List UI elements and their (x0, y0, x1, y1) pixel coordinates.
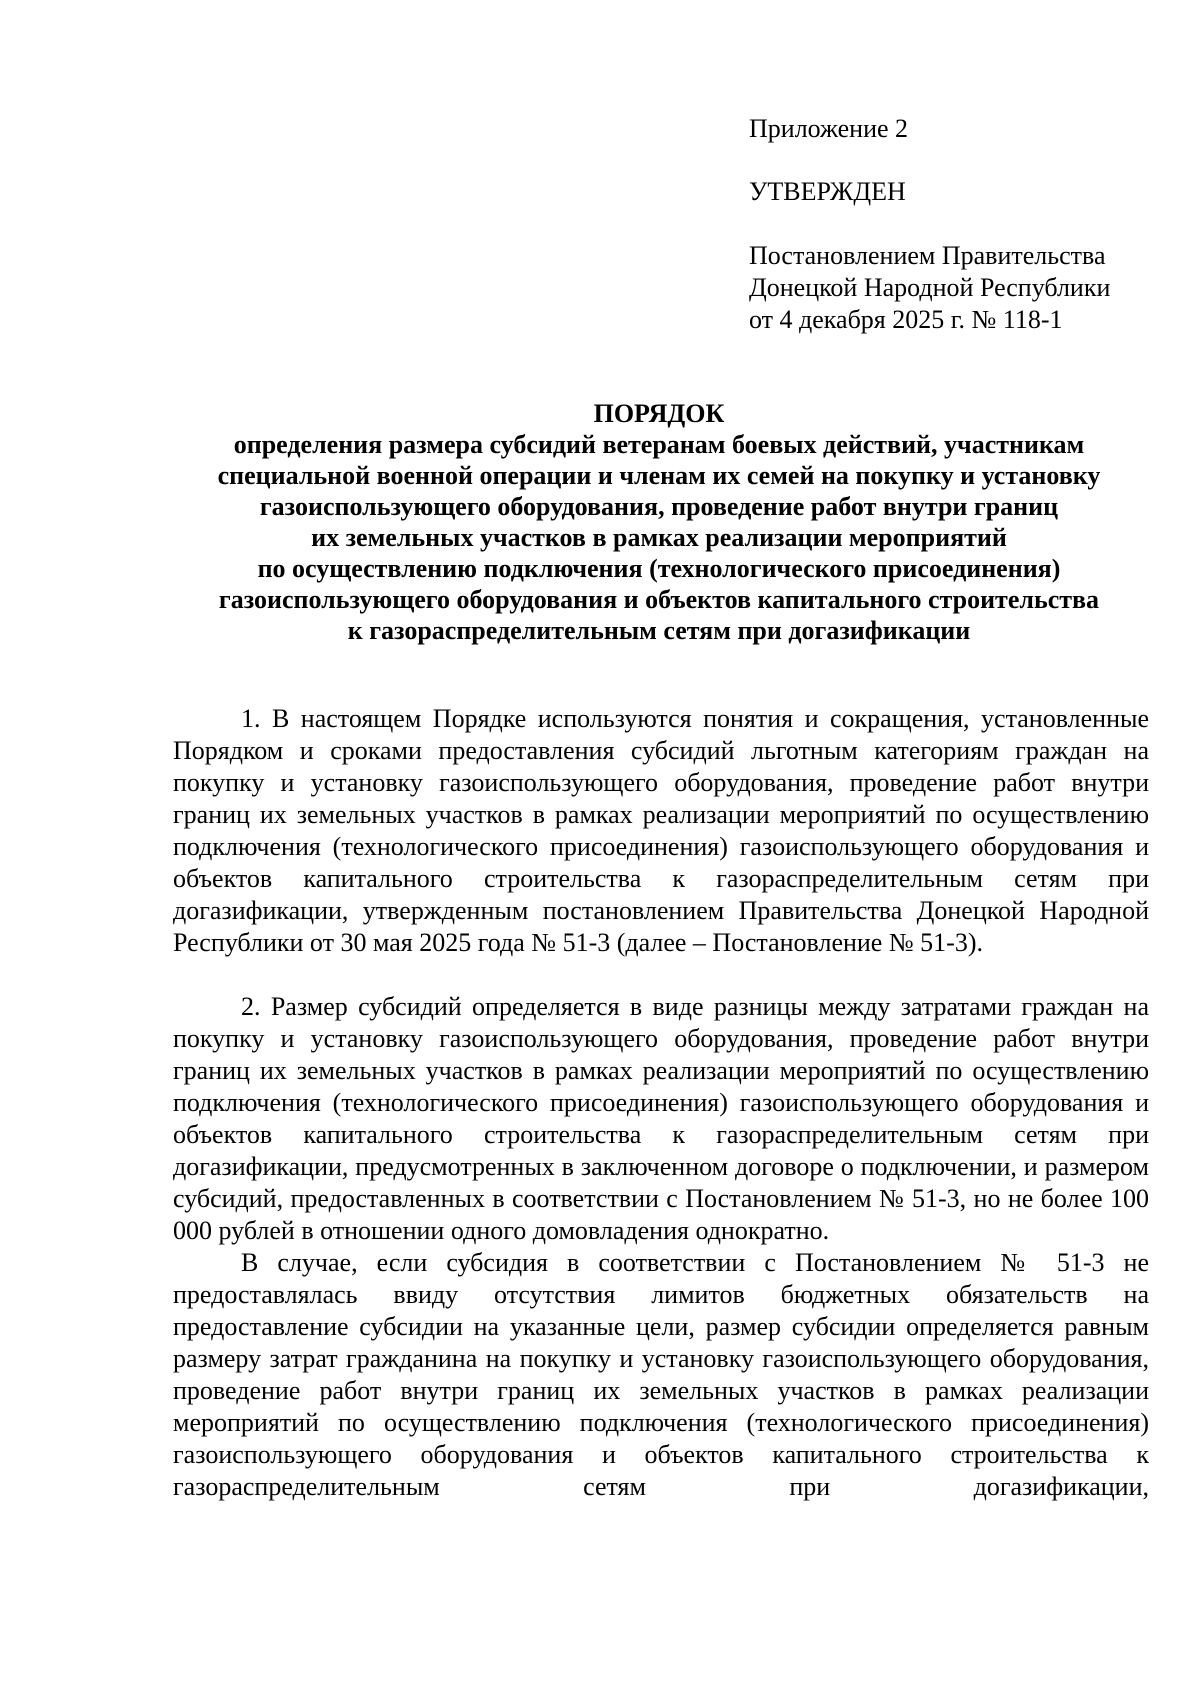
paragraph-2: 2. Размер субсидий определяется в виде разницы между затратами граждан на покупку и установку газоиспользующего оборудования, проведение работ внутри границ их земельных участков в рамках реализации мероприятий по осуществлению подключения (технологического присоединения) газоиспользующего оборудования и объектов капитального строительства к газораспределительным сетям при догазификации, предусмотренных в заключенном договоре о подключении, и размером субсидий, предоставленных в соответствии с Постановлением № 51-3, но не более 100 000 рублей в отношении одного домовладения однократно. (173, 992, 1149, 1245)
document-subtitle-line: газоиспользующего оборудования, проведение работ внутри границ (259, 492, 1059, 521)
document-body (173, 703, 1149, 1503)
paragraph-3: В случае, если субсидия в соответствии с Постановлением № 51-3 не предоставлялась ввиду отсутствия лимитов бюджетных обязательств на предоставление субсидии на указанные цели, размер субсидии определяется равным размеру затрат гражданина на покупку и установку газоиспользующего оборудования, проведение работ внутри границ их земельных участков в рамках реализации мероприятий по осуществлению подключения (технологического присоединения) газоиспользующего оборудования и объектов капитального строительства к газораспределительным сетям при догазификации, (173, 1248, 1149, 1501)
approval-block (749, 113, 1169, 336)
document-subtitle-line: к газораспределительным сетям при догазификации (347, 616, 971, 645)
document-title: ПОРЯДОК (593, 399, 725, 428)
decree-line: Донецкой Народной Республики (749, 273, 1111, 302)
paragraph-1: 1. В настоящем Порядке используются понятия и сокращения, установленные Порядком и сроками предоставления субсидий льготным категориям граждан на покупку и установку газоиспользующего оборудования, проведение работ внутри границ их земельных участков в рамках реализации мероприятий по осуществлению подключения (технологического присоединения) газоиспользующего оборудования и объектов капитального строительства к газораспределительным сетям при догазификации, утвержденным постановлением Правительства Донецкой Народной Республики от 30 мая 2025 года № 51-3 (далее – Постановление № 51-3). (173, 704, 1149, 957)
document-subtitle-line: газоиспользующего оборудования и объектов капитального строительства (218, 585, 1100, 614)
appendix-label: Приложение 2 (749, 114, 909, 143)
approved-label: УТВЕРЖДЕН (749, 177, 906, 206)
decree-line: от 4 декабря 2025 г. № 118-1 (749, 305, 1063, 334)
document-subtitle-line: их земельных участков в рамках реализации мероприятий (311, 523, 1007, 552)
decree-reference (749, 240, 1169, 336)
document-subtitle-line: специальной военной операции и членам их семей на покупку и установку (217, 461, 1101, 490)
document-title-block (150, 398, 1168, 646)
document-subtitle-line: определения размера субсидий ветеранам боевых действий, участникам (233, 430, 1085, 459)
decree-line: Постановлением Правительства (749, 241, 1106, 270)
document-subtitle-line: по осуществлению подключения (технологического присоединения) (257, 554, 1061, 583)
